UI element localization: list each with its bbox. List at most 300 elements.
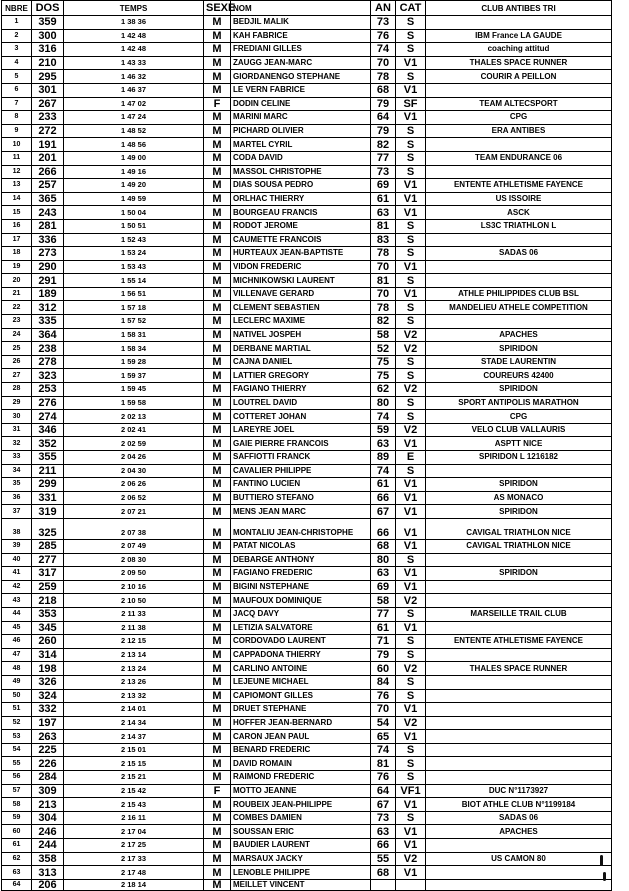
club-cell: CAVIGAL TRIATHLON NICE [426, 518, 612, 539]
category-cell: VF1 [396, 784, 426, 798]
table-row [2, 301, 612, 315]
sex-cell: M [204, 301, 231, 315]
club-cell: THALES SPACE RUNNER [426, 662, 612, 676]
time-cell: 2 12 15 [64, 635, 204, 649]
sex-cell: M [204, 410, 231, 424]
table-row [2, 247, 612, 261]
club-cell [426, 839, 612, 853]
year-cell: 67 [371, 505, 396, 519]
name-cell: CAUMETTE FRANCOIS [231, 233, 371, 247]
rank-cell: 24 [2, 328, 32, 342]
category-cell: V1 [396, 505, 426, 519]
club-cell: SPIRIDON [426, 478, 612, 492]
time-cell: 2 10 16 [64, 580, 204, 594]
dos-cell: 301 [32, 83, 64, 97]
club-cell [426, 703, 612, 717]
time-cell: 1 53 24 [64, 247, 204, 261]
rank-cell: 60 [2, 825, 32, 839]
category-cell: S [396, 553, 426, 567]
sex-cell: M [204, 866, 231, 880]
table-row [2, 206, 612, 220]
name-cell: LE VERN FABRICE [231, 83, 371, 97]
dos-cell: 336 [32, 233, 64, 247]
table-row [2, 852, 612, 866]
rank-cell: 41 [2, 567, 32, 581]
club-cell [426, 83, 612, 97]
rank-cell: 33 [2, 451, 32, 465]
name-cell: MICHNIKOWSKI LAURENT [231, 274, 371, 288]
name-cell: BAUDIER LAURENT [231, 839, 371, 853]
dos-cell: 225 [32, 743, 64, 757]
rank-cell: 43 [2, 594, 32, 608]
category-cell: S [396, 274, 426, 288]
year-cell: 60 [371, 662, 396, 676]
table-row [2, 437, 612, 451]
dos-cell: 272 [32, 124, 64, 138]
time-cell: 2 15 43 [64, 798, 204, 812]
name-cell: CLEMENT SEBASTIEN [231, 301, 371, 315]
sex-cell: M [204, 138, 231, 152]
year-cell [371, 879, 396, 890]
year-cell: 75 [371, 355, 396, 369]
club-cell: SPIRIDON [426, 342, 612, 356]
name-cell: SAFFIOTTI FRANCK [231, 451, 371, 465]
rank-cell: 11 [2, 151, 32, 165]
name-cell: BIGINI NSTEPHANE [231, 580, 371, 594]
table-row [2, 518, 612, 539]
name-cell: RAIMOND FREDERIC [231, 771, 371, 785]
time-cell: 2 16 11 [64, 811, 204, 825]
header-club: CLUB ANTIBES TRI [426, 1, 612, 16]
category-cell: V2 [396, 423, 426, 437]
sex-cell: M [204, 621, 231, 635]
year-cell: 78 [371, 70, 396, 84]
club-cell: SADAS 06 [426, 811, 612, 825]
table-row [2, 839, 612, 853]
name-cell: RODOT JEROME [231, 219, 371, 233]
category-cell: S [396, 247, 426, 261]
year-cell: 68 [371, 539, 396, 553]
year-cell: 68 [371, 866, 396, 880]
table-row [2, 165, 612, 179]
sex-cell: M [204, 594, 231, 608]
sex-cell: M [204, 56, 231, 70]
sex-cell: M [204, 219, 231, 233]
club-cell: ERA ANTIBES [426, 124, 612, 138]
category-cell: S [396, 301, 426, 315]
sex-cell: M [204, 607, 231, 621]
sex-cell: M [204, 553, 231, 567]
rank-cell: 58 [2, 798, 32, 812]
time-cell: 1 49 16 [64, 165, 204, 179]
category-cell: S [396, 43, 426, 57]
year-cell: 80 [371, 553, 396, 567]
rank-cell: 62 [2, 852, 32, 866]
name-cell: MENS JEAN MARC [231, 505, 371, 519]
name-cell: PATAT NICOLAS [231, 539, 371, 553]
year-cell: 67 [371, 798, 396, 812]
dos-cell: 331 [32, 491, 64, 505]
name-cell: ROUBEIX JEAN-PHILIPPE [231, 798, 371, 812]
table-row [2, 192, 612, 206]
year-cell: 62 [371, 383, 396, 397]
category-cell: SF [396, 97, 426, 111]
rank-cell: 55 [2, 757, 32, 771]
time-cell: 1 50 04 [64, 206, 204, 220]
rank-cell: 14 [2, 192, 32, 206]
dos-cell: 291 [32, 274, 64, 288]
club-cell [426, 553, 612, 567]
rank-cell: 45 [2, 621, 32, 635]
rank-cell: 18 [2, 247, 32, 261]
category-cell: S [396, 410, 426, 424]
name-cell: MASSOL CHRISTOPHE [231, 165, 371, 179]
time-cell: 2 17 33 [64, 852, 204, 866]
dos-cell: 284 [32, 771, 64, 785]
sex-cell: M [204, 518, 231, 539]
time-cell: 2 06 26 [64, 478, 204, 492]
table-row [2, 594, 612, 608]
year-cell: 81 [371, 274, 396, 288]
category-cell: S [396, 151, 426, 165]
rank-cell: 59 [2, 811, 32, 825]
name-cell: LAREYRE JOEL [231, 423, 371, 437]
club-cell: SPIRIDON [426, 567, 612, 581]
sex-cell: M [204, 730, 231, 744]
table-row [2, 464, 612, 478]
year-cell: 70 [371, 260, 396, 274]
name-cell: GIORDANENGO STEPHANE [231, 70, 371, 84]
club-cell: TEAM ENDURANCE 06 [426, 151, 612, 165]
category-cell: S [396, 648, 426, 662]
name-cell: COTTERET JOHAN [231, 410, 371, 424]
category-cell: V1 [396, 825, 426, 839]
time-cell: 1 42 48 [64, 43, 204, 57]
table-row [2, 396, 612, 410]
year-cell: 59 [371, 423, 396, 437]
header-row [2, 1, 612, 16]
table-row [2, 505, 612, 519]
name-cell: FANTINO LUCIEN [231, 478, 371, 492]
rank-cell: 47 [2, 648, 32, 662]
time-cell: 2 04 30 [64, 464, 204, 478]
header-an: AN [371, 1, 396, 16]
year-cell: 54 [371, 716, 396, 730]
table-row [2, 423, 612, 437]
name-cell: BOURGEAU FRANCIS [231, 206, 371, 220]
dos-cell: 304 [32, 811, 64, 825]
time-cell: 2 17 48 [64, 866, 204, 880]
rank-cell: 2 [2, 29, 32, 43]
table-row [2, 342, 612, 356]
dos-cell: 317 [32, 567, 64, 581]
dos-cell: 266 [32, 165, 64, 179]
category-cell: S [396, 635, 426, 649]
dos-cell: 313 [32, 866, 64, 880]
category-cell: V1 [396, 111, 426, 125]
category-cell: V2 [396, 662, 426, 676]
time-cell: 2 13 14 [64, 648, 204, 662]
dos-cell: 273 [32, 247, 64, 261]
table-row [2, 328, 612, 342]
year-cell: 79 [371, 648, 396, 662]
rank-cell: 9 [2, 124, 32, 138]
category-cell: V1 [396, 437, 426, 451]
club-cell: BIOT ATHLE CLUB N°1199184 [426, 798, 612, 812]
category-cell: V1 [396, 83, 426, 97]
header-sex: SEXE [204, 1, 231, 16]
name-cell: MARSAUX JACKY [231, 852, 371, 866]
rank-cell: 5 [2, 70, 32, 84]
category-cell: S [396, 124, 426, 138]
sex-cell: M [204, 151, 231, 165]
rank-cell: 3 [2, 43, 32, 57]
year-cell: 66 [371, 491, 396, 505]
rank-cell: 26 [2, 355, 32, 369]
name-cell: HOFFER JEAN-BERNARD [231, 716, 371, 730]
table-row [2, 138, 612, 152]
sex-cell: M [204, 70, 231, 84]
year-cell: 68 [371, 83, 396, 97]
time-cell: 2 14 37 [64, 730, 204, 744]
time-cell: 1 55 14 [64, 274, 204, 288]
dos-cell: 211 [32, 464, 64, 478]
year-cell: 64 [371, 111, 396, 125]
table-row [2, 29, 612, 43]
time-cell: 2 15 15 [64, 757, 204, 771]
rank-cell: 21 [2, 287, 32, 301]
table-row [2, 689, 612, 703]
time-cell: 2 02 41 [64, 423, 204, 437]
name-cell: LETIZIA SALVATORE [231, 621, 371, 635]
club-cell: AS MONACO [426, 491, 612, 505]
year-cell: 76 [371, 771, 396, 785]
category-cell: S [396, 165, 426, 179]
time-cell: 2 09 50 [64, 567, 204, 581]
category-cell: V1 [396, 567, 426, 581]
dos-cell: 213 [32, 798, 64, 812]
name-cell: CORDOVADO LAURENT [231, 635, 371, 649]
dos-cell: 345 [32, 621, 64, 635]
name-cell: KAH FABRICE [231, 29, 371, 43]
club-cell: VELO CLUB VALLAURIS [426, 423, 612, 437]
name-cell: DAVID ROMAIN [231, 757, 371, 771]
results-table [1, 0, 612, 891]
category-cell: V2 [396, 716, 426, 730]
dos-cell: 267 [32, 97, 64, 111]
name-cell: MARINI MARC [231, 111, 371, 125]
rank-cell: 23 [2, 315, 32, 329]
club-cell: SPIRIDON [426, 505, 612, 519]
dos-cell: 244 [32, 839, 64, 853]
rank-cell: 35 [2, 478, 32, 492]
dos-cell: 253 [32, 383, 64, 397]
club-cell: US CAMON 80 [426, 852, 612, 866]
club-cell: APACHES [426, 825, 612, 839]
time-cell: 2 02 13 [64, 410, 204, 424]
sex-cell: M [204, 689, 231, 703]
sex-cell: F [204, 97, 231, 111]
time-cell: 1 59 45 [64, 383, 204, 397]
year-cell: 83 [371, 233, 396, 247]
dos-cell: 276 [32, 396, 64, 410]
rank-cell: 13 [2, 179, 32, 193]
table-row [2, 355, 612, 369]
club-cell: CPG [426, 410, 612, 424]
category-cell: S [396, 689, 426, 703]
header-time: TEMPS [64, 1, 204, 16]
table-row [2, 233, 612, 247]
time-cell: 1 46 32 [64, 70, 204, 84]
table-row [2, 784, 612, 798]
rank-cell: 8 [2, 111, 32, 125]
sex-cell: M [204, 505, 231, 519]
table-row [2, 879, 612, 890]
time-cell: 1 58 34 [64, 342, 204, 356]
dos-cell: 353 [32, 607, 64, 621]
header-dos: DOS [32, 1, 64, 16]
table-row [2, 675, 612, 689]
club-cell: MARSEILLE TRAIL CLUB [426, 607, 612, 621]
club-cell: ENTENTE ATHLETISME FAYENCE [426, 179, 612, 193]
year-cell: 58 [371, 328, 396, 342]
category-cell: S [396, 771, 426, 785]
time-cell: 2 02 59 [64, 437, 204, 451]
time-cell: 1 48 52 [64, 124, 204, 138]
club-cell: DUC N°1173927 [426, 784, 612, 798]
name-cell: DODIN CELINE [231, 97, 371, 111]
rank-cell: 32 [2, 437, 32, 451]
table-row [2, 757, 612, 771]
name-cell: DIAS SOUSA PEDRO [231, 179, 371, 193]
club-cell [426, 879, 612, 890]
sex-cell: M [204, 192, 231, 206]
rank-cell: 30 [2, 410, 32, 424]
name-cell: CODA DAVID [231, 151, 371, 165]
sex-cell: M [204, 315, 231, 329]
category-cell: S [396, 29, 426, 43]
time-cell: 2 06 52 [64, 491, 204, 505]
rank-cell: 34 [2, 464, 32, 478]
name-cell: LENOBLE PHILIPPE [231, 866, 371, 880]
category-cell: V1 [396, 539, 426, 553]
time-cell: 1 59 37 [64, 369, 204, 383]
rank-cell: 12 [2, 165, 32, 179]
scan-mark [603, 872, 606, 881]
table-row [2, 56, 612, 70]
rank-cell: 54 [2, 743, 32, 757]
scan-mark [600, 855, 603, 866]
sex-cell: M [204, 369, 231, 383]
year-cell: 78 [371, 247, 396, 261]
year-cell: 63 [371, 206, 396, 220]
sex-cell: M [204, 716, 231, 730]
rank-cell: 17 [2, 233, 32, 247]
club-cell [426, 689, 612, 703]
dos-cell: 364 [32, 328, 64, 342]
year-cell: 70 [371, 56, 396, 70]
sex-cell: M [204, 451, 231, 465]
time-cell: 1 53 43 [64, 260, 204, 274]
rank-cell: 20 [2, 274, 32, 288]
sex-cell: M [204, 328, 231, 342]
club-cell [426, 233, 612, 247]
year-cell: 65 [371, 730, 396, 744]
table-row [2, 743, 612, 757]
table-row [2, 124, 612, 138]
time-cell: 2 07 49 [64, 539, 204, 553]
name-cell: CAPPADONA THIERRY [231, 648, 371, 662]
name-cell: MONTALIU JEAN-CHRISTOPHE [231, 518, 371, 539]
category-cell: S [396, 675, 426, 689]
club-cell: MANDELIEU ATHELE COMPETITION [426, 301, 612, 315]
sex-cell: M [204, 260, 231, 274]
table-row [2, 621, 612, 635]
rank-cell: 49 [2, 675, 32, 689]
sex-cell: M [204, 274, 231, 288]
dos-cell: 326 [32, 675, 64, 689]
header-rank: NBRE [2, 1, 32, 16]
table-row [2, 179, 612, 193]
category-cell: S [396, 138, 426, 152]
sex-cell: M [204, 124, 231, 138]
dos-cell: 325 [32, 518, 64, 539]
rank-cell: 31 [2, 423, 32, 437]
club-cell [426, 866, 612, 880]
time-cell: 1 48 56 [64, 138, 204, 152]
sex-cell: M [204, 478, 231, 492]
rank-cell: 63 [2, 866, 32, 880]
year-cell: 74 [371, 464, 396, 478]
sex-cell: M [204, 567, 231, 581]
rank-cell: 53 [2, 730, 32, 744]
category-cell: S [396, 233, 426, 247]
year-cell: 77 [371, 151, 396, 165]
year-cell: 73 [371, 165, 396, 179]
name-cell: CARON JEAN PAUL [231, 730, 371, 744]
time-cell: 2 13 24 [64, 662, 204, 676]
table-row [2, 825, 612, 839]
club-cell [426, 730, 612, 744]
rank-cell: 10 [2, 138, 32, 152]
year-cell: 55 [371, 852, 396, 866]
year-cell: 64 [371, 784, 396, 798]
category-cell: V1 [396, 491, 426, 505]
dos-cell: 312 [32, 301, 64, 315]
name-cell: MARTEL CYRIL [231, 138, 371, 152]
sex-cell: M [204, 16, 231, 30]
club-cell [426, 716, 612, 730]
table-row [2, 730, 612, 744]
dos-cell: 324 [32, 689, 64, 703]
dos-cell: 359 [32, 16, 64, 30]
rank-cell: 52 [2, 716, 32, 730]
name-cell: VILLENAVE GERARD [231, 287, 371, 301]
name-cell: DRUET STEPHANE [231, 703, 371, 717]
sex-cell: M [204, 852, 231, 866]
name-cell: ORLHAC THIERRY [231, 192, 371, 206]
category-cell: S [396, 369, 426, 383]
rank-cell: 19 [2, 260, 32, 274]
year-cell: 74 [371, 743, 396, 757]
rank-cell: 25 [2, 342, 32, 356]
year-cell: 63 [371, 567, 396, 581]
category-cell: V1 [396, 798, 426, 812]
table-row [2, 716, 612, 730]
dos-cell: 277 [32, 553, 64, 567]
sex-cell: M [204, 383, 231, 397]
club-cell: coaching attitud [426, 43, 612, 57]
